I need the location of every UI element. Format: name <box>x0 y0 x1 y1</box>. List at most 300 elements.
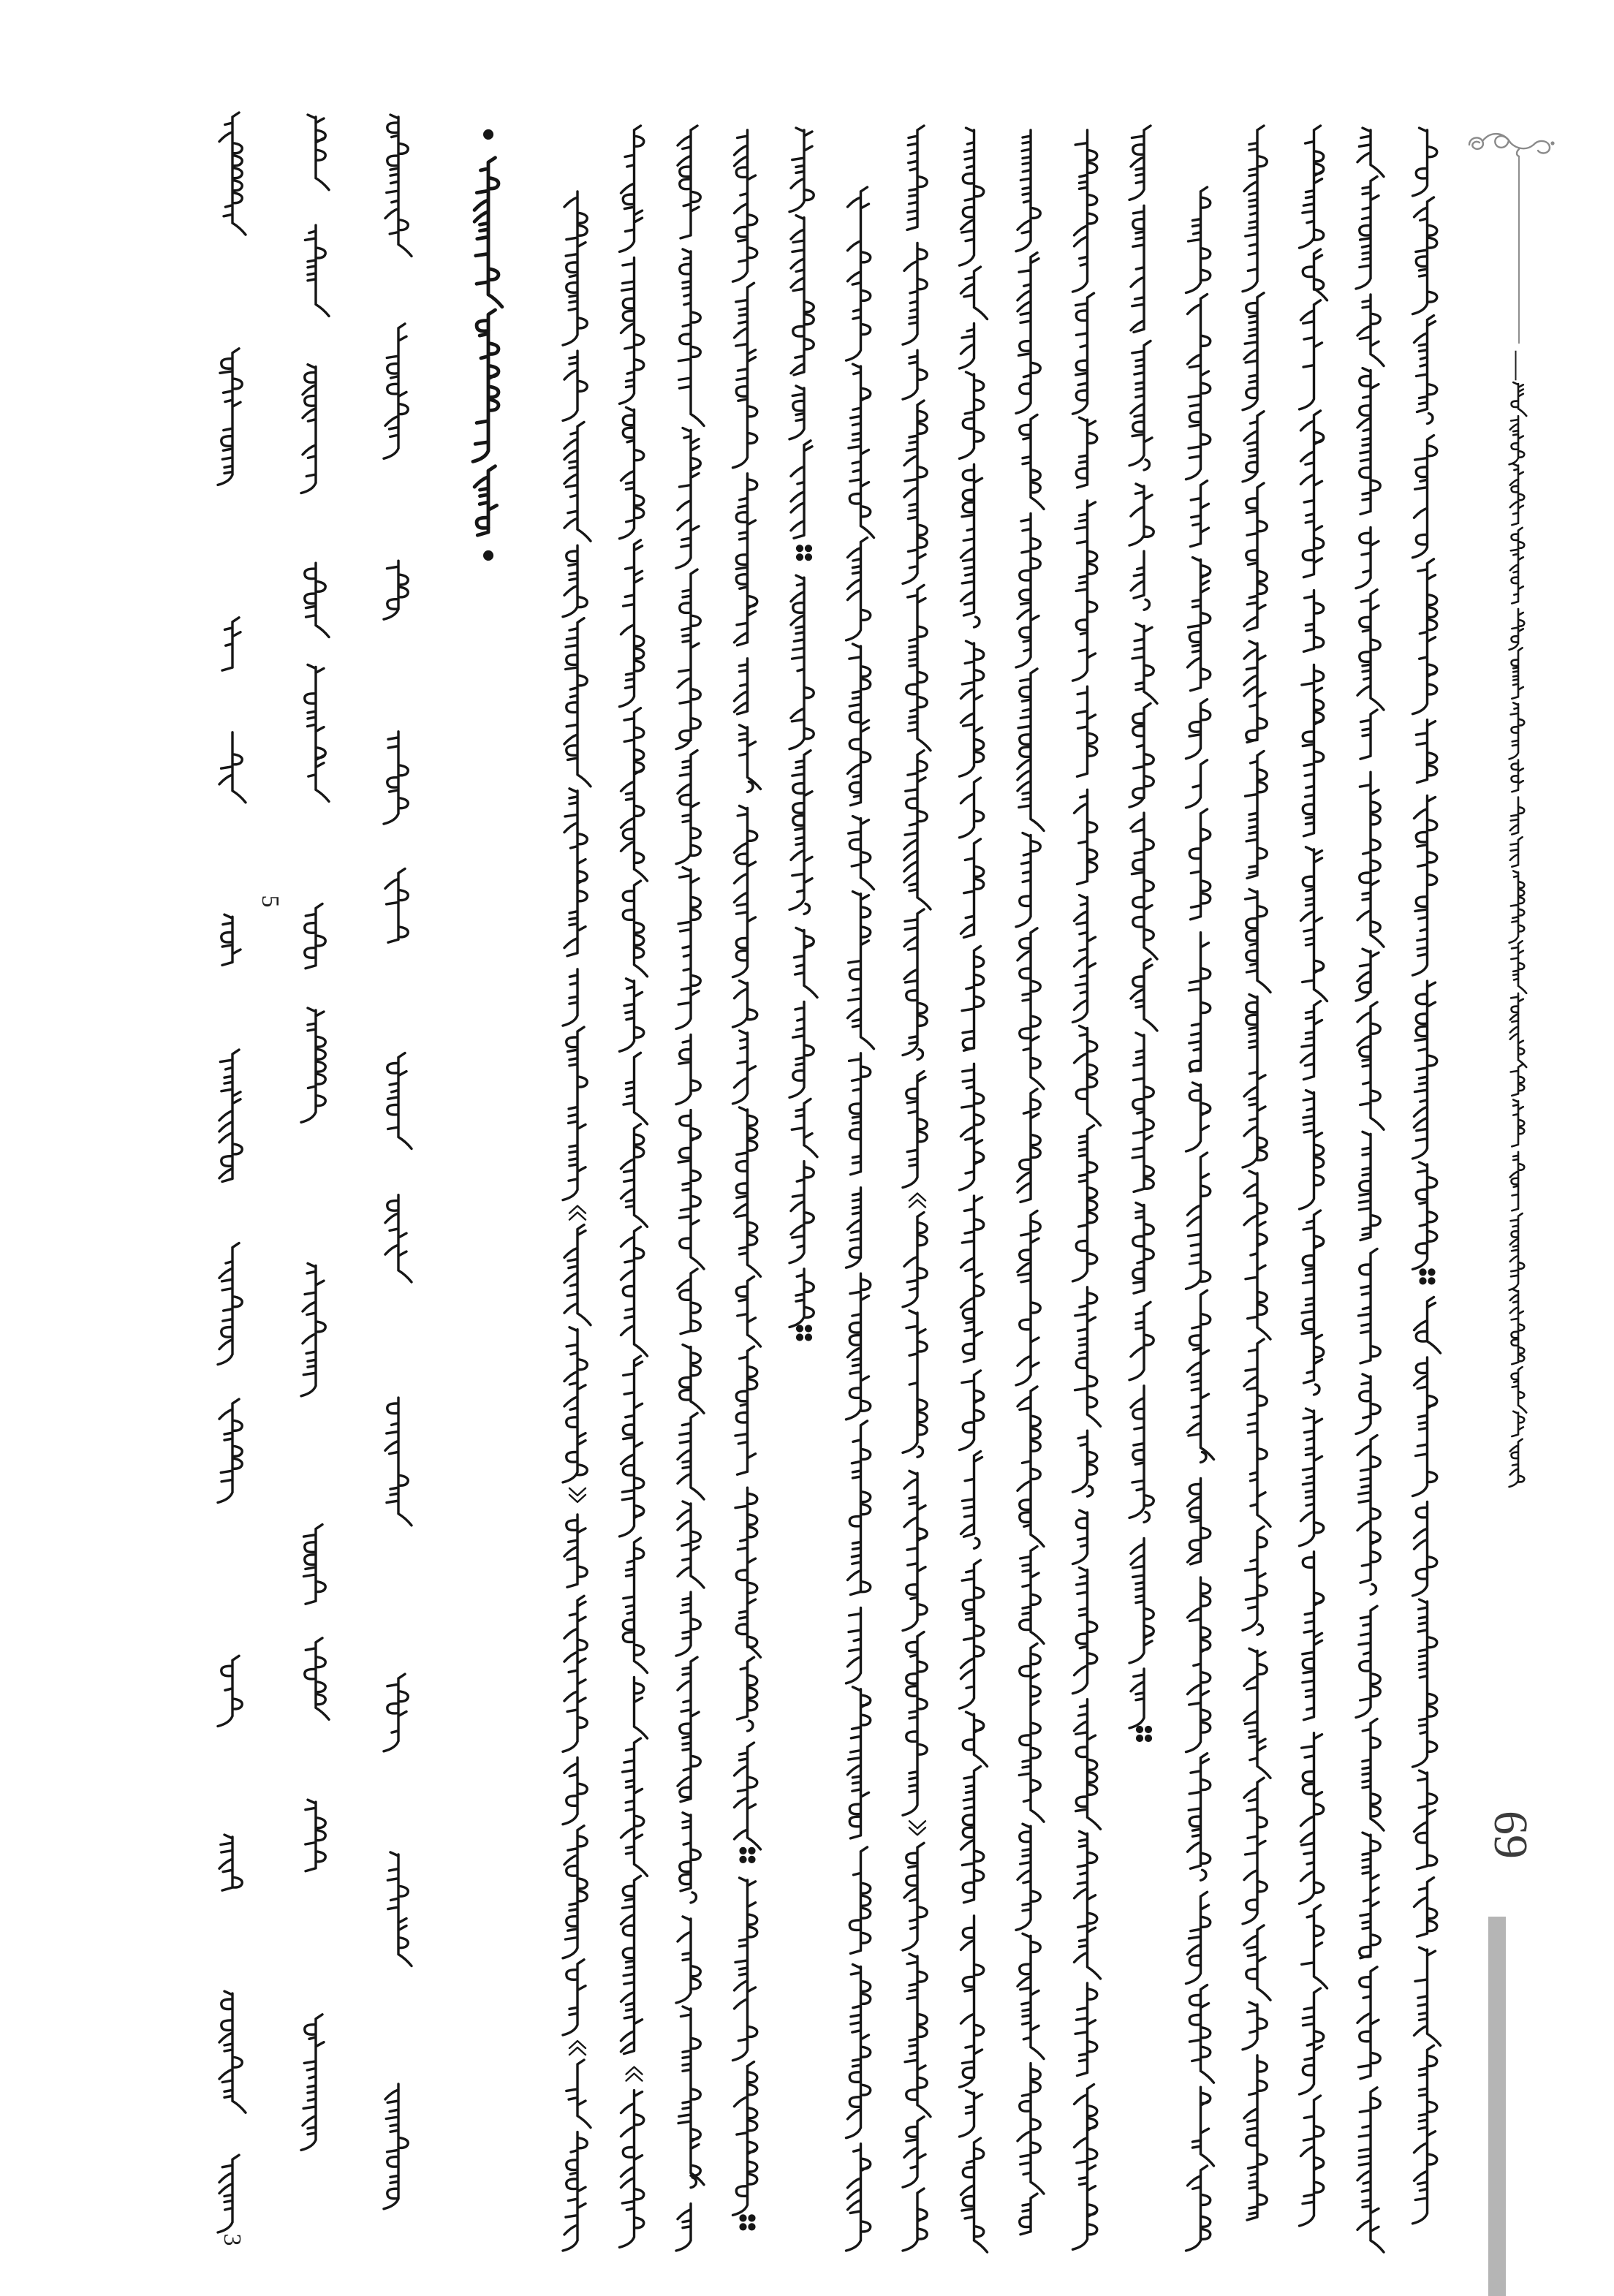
script-word <box>903 1072 927 1188</box>
comma-mark <box>1088 1486 1093 1496</box>
script-word <box>1357 1002 1384 1129</box>
script-word <box>960 1916 984 2087</box>
script-word <box>846 1188 861 1268</box>
poem-block <box>218 113 412 2232</box>
script-word <box>1075 789 1097 884</box>
script-word <box>1356 949 1379 1001</box>
poem-column <box>218 113 246 2232</box>
script-word <box>1243 412 1264 482</box>
script-word <box>473 310 499 461</box>
script-word <box>1131 551 1144 598</box>
script-word <box>1510 528 1524 604</box>
script-word <box>1414 1947 1441 2045</box>
script-word <box>735 1107 761 1276</box>
script-word <box>1244 483 1267 630</box>
full-stop-mark <box>740 2224 746 2229</box>
script-word <box>1131 813 1157 959</box>
script-word <box>1300 1733 1324 1904</box>
full-stop-mark <box>1146 1736 1151 1741</box>
script-word <box>678 1413 704 1499</box>
script-word <box>384 2084 408 2209</box>
full-stop-mark <box>806 1335 811 1340</box>
script-word <box>620 540 644 707</box>
script-word <box>1300 1988 1324 2094</box>
script-word <box>620 2091 644 2248</box>
comma-mark <box>1428 414 1433 424</box>
script-word <box>221 914 240 965</box>
script-word <box>563 545 587 617</box>
script-word <box>789 386 804 439</box>
script-word <box>960 1371 984 1450</box>
script-word <box>1018 1387 1044 1547</box>
script-word <box>961 267 988 319</box>
script-word <box>219 1835 242 1890</box>
script-word <box>678 2007 704 2185</box>
script-word <box>733 130 757 281</box>
script-word <box>903 1843 927 1950</box>
script-word <box>621 1124 648 1227</box>
script-word <box>733 981 757 1027</box>
script-word <box>1075 1983 1097 2076</box>
full-stop-mark <box>1137 1736 1143 1741</box>
script-word <box>738 1657 757 1719</box>
script-word <box>1186 1577 1210 1752</box>
heading-bullet-close: • <box>467 548 509 563</box>
script-word <box>903 1471 927 1630</box>
section-heading-words <box>473 158 502 536</box>
script-word <box>735 1488 761 1657</box>
script-word <box>791 216 814 375</box>
script-word <box>676 2204 691 2251</box>
script-word <box>1073 130 1097 292</box>
script-word <box>903 2189 927 2251</box>
script-word <box>849 1053 871 1175</box>
script-word <box>1020 414 1044 509</box>
script-word <box>563 2132 587 2251</box>
script-word <box>1413 436 1437 558</box>
running-head-text <box>1509 382 1527 1487</box>
script-word <box>848 1687 871 1838</box>
full-stop-mark <box>1137 1727 1143 1732</box>
close-bracket-mark <box>569 1488 586 1502</box>
script-word <box>1188 1290 1214 1459</box>
script-word <box>304 1525 326 1604</box>
main-text-column <box>1073 130 1101 2249</box>
script-word <box>1414 316 1437 412</box>
script-word <box>1510 797 1524 835</box>
page-number: 69 <box>1484 1811 1537 1859</box>
script-word <box>1413 1599 1437 1767</box>
script-word <box>1073 895 1096 1023</box>
script-word <box>1413 1357 1437 1496</box>
script-word <box>1075 1287 1101 1426</box>
script-word <box>1075 1026 1101 1125</box>
full-stop-mark <box>1146 1727 1151 1732</box>
script-word <box>1510 1289 1524 1364</box>
script-word <box>1131 959 1157 1031</box>
script-word <box>384 732 408 824</box>
script-word <box>385 1195 412 1282</box>
script-word <box>678 1657 700 1802</box>
script-word <box>960 778 984 838</box>
full-stop-mark <box>749 2216 754 2221</box>
script-word <box>1510 993 1526 1067</box>
script-word <box>1413 2045 1437 2224</box>
comma-mark <box>1144 599 1149 610</box>
full-stop-mark <box>740 2216 746 2221</box>
script-word <box>1357 1967 1380 2079</box>
script-word <box>1413 559 1437 714</box>
script-word <box>1073 1510 1088 1564</box>
comma-mark <box>691 1893 696 1903</box>
script-word <box>789 1269 814 1327</box>
script-word <box>219 113 246 235</box>
script-word <box>1300 1409 1324 1546</box>
script-word <box>789 1001 814 1097</box>
script-word <box>1073 293 1094 414</box>
script-word <box>1073 2085 1097 2250</box>
thumb-tab <box>1488 1917 1506 2296</box>
full-stop-mark <box>797 1326 803 1331</box>
script-word <box>1133 1202 1153 1293</box>
comma-mark <box>1144 460 1149 470</box>
script-word <box>733 283 757 468</box>
main-text-column <box>846 187 874 2251</box>
script-word <box>906 585 931 750</box>
script-word <box>1359 1249 1381 1363</box>
script-word <box>564 1225 591 1325</box>
script-word <box>1244 1339 1270 1526</box>
script-word <box>1243 2002 1267 2050</box>
script-word <box>960 1560 984 1708</box>
script-word <box>676 868 700 1029</box>
section-heading-text <box>473 158 502 536</box>
script-word <box>1357 1436 1380 1583</box>
script-word <box>1016 130 1040 251</box>
open-bracket-mark <box>569 1206 586 1220</box>
script-word <box>903 1632 927 1816</box>
script-word <box>1303 249 1327 300</box>
script-word <box>848 1421 871 1595</box>
script-word <box>1186 187 1210 293</box>
script-word <box>849 364 874 537</box>
script-word <box>563 969 577 1026</box>
main-text-column <box>1129 126 1157 1740</box>
script-word <box>1356 527 1379 588</box>
main-text-column <box>789 128 817 1340</box>
script-word <box>1188 1479 1210 1564</box>
script-word <box>849 1847 870 1954</box>
script-word <box>620 1356 644 1537</box>
script-word <box>1075 1700 1101 1830</box>
script-word <box>960 372 984 458</box>
heading-bullet-open: • <box>467 127 509 142</box>
script-word <box>563 1757 587 1824</box>
comma-mark <box>974 1538 980 1548</box>
script-word <box>1509 702 1525 759</box>
script-word <box>1357 128 1384 177</box>
script-word <box>1413 796 1437 976</box>
script-word <box>962 946 984 1050</box>
script-word <box>848 644 871 806</box>
script-word <box>1363 1719 1384 1831</box>
script-word <box>563 351 587 420</box>
script-word <box>735 1743 761 1849</box>
script-word <box>846 1964 871 2137</box>
script-word <box>846 2144 871 2251</box>
close-bracket-mark <box>909 1821 925 1835</box>
script-word <box>961 839 984 938</box>
script-word <box>1186 760 1208 808</box>
script-word <box>1018 1089 1040 1202</box>
script-word <box>680 1813 700 1891</box>
script-word <box>1189 1985 1213 2083</box>
script-word <box>1413 981 1437 1159</box>
script-word <box>1244 1171 1270 1339</box>
main-text-column <box>1016 130 1044 2235</box>
script-word <box>222 618 240 670</box>
script-word <box>1509 1213 1525 1290</box>
script-word <box>1076 417 1096 488</box>
script-word <box>676 1592 700 1656</box>
script-word <box>1129 703 1153 807</box>
script-word <box>1186 1153 1210 1289</box>
script-word <box>789 1162 814 1263</box>
script-word <box>676 1035 700 1105</box>
script-word <box>1073 1126 1097 1281</box>
script-word <box>301 1008 325 1122</box>
poem-column <box>301 115 329 2150</box>
script-word <box>1189 933 1210 1072</box>
script-word <box>961 464 982 615</box>
script-word <box>1300 126 1324 248</box>
script-word <box>960 128 984 265</box>
script-word <box>789 128 814 212</box>
comma-mark <box>1201 1452 1206 1463</box>
script-word <box>960 1064 984 1190</box>
poem-column <box>384 115 412 2209</box>
script-word <box>1509 1439 1525 1487</box>
script-word <box>306 1800 325 1871</box>
script-word <box>1243 1778 1267 1924</box>
running-head-words <box>1509 382 1527 1487</box>
script-word <box>563 1826 587 1958</box>
script-word <box>1073 1431 1097 1492</box>
script-word <box>1132 624 1157 703</box>
script-word <box>1016 833 1040 927</box>
main-text-column <box>960 128 988 2252</box>
script-word <box>474 158 502 307</box>
script-word <box>676 428 700 569</box>
script-word <box>305 563 329 637</box>
script-word <box>387 1852 412 1966</box>
script-word <box>564 618 591 787</box>
script-word <box>305 225 329 316</box>
script-word <box>1018 2064 1044 2194</box>
full-stop-mark <box>740 1849 746 1854</box>
script-word <box>384 324 408 458</box>
script-word <box>903 2117 925 2187</box>
script-word <box>308 115 329 190</box>
script-word <box>1018 1933 1044 2058</box>
script-word <box>676 751 700 864</box>
script-word <box>1243 994 1267 1167</box>
main-text-column <box>1413 128 1441 2224</box>
script-word <box>1416 720 1436 783</box>
script-word <box>903 243 927 344</box>
script-word <box>1510 464 1524 526</box>
open-bracket-mark <box>626 2067 643 2081</box>
full-stop-mark <box>806 546 811 551</box>
script-word <box>1511 1064 1525 1096</box>
comma-mark <box>748 781 753 792</box>
script-word <box>795 928 818 997</box>
main-text-column <box>676 126 704 2251</box>
full-stop-mark <box>806 555 811 560</box>
script-word <box>903 1213 927 1307</box>
script-word <box>1073 1568 1097 1694</box>
full-stop-mark <box>749 1849 754 1854</box>
script-word <box>219 732 246 803</box>
script-word <box>733 2062 757 2216</box>
script-word <box>1193 2087 1214 2166</box>
full-stop-mark <box>1429 1270 1434 1275</box>
script-word <box>1129 126 1151 200</box>
script-word <box>789 575 814 749</box>
script-word <box>218 349 242 485</box>
script-word <box>384 1674 408 1751</box>
script-word <box>1357 590 1384 710</box>
script-word <box>1359 1132 1380 1240</box>
script-word <box>1244 2056 1267 2220</box>
full-stop-mark <box>749 1857 754 1863</box>
script-word <box>384 561 408 619</box>
script-word <box>1189 809 1210 920</box>
script-word <box>1188 558 1210 691</box>
script-word <box>846 538 871 640</box>
script-word <box>1077 686 1097 776</box>
script-word <box>1188 1754 1210 1869</box>
script-word <box>1511 941 1526 993</box>
script-word <box>563 1027 587 1200</box>
script-word <box>218 2155 239 2232</box>
script-word <box>1414 1297 1441 1353</box>
script-word <box>564 422 591 541</box>
script-word <box>1129 1386 1153 1518</box>
script-word <box>676 569 700 749</box>
script-word <box>907 126 927 230</box>
script-word <box>740 725 761 789</box>
script-word <box>1132 1033 1153 1191</box>
script-word <box>1300 300 1322 409</box>
script-word <box>621 1876 643 2053</box>
script-word <box>848 892 874 1049</box>
full-stop-mark <box>749 2224 754 2229</box>
script-word <box>1413 197 1437 314</box>
script-word <box>961 1766 984 1902</box>
script-word <box>1510 1152 1524 1211</box>
script-word <box>621 1227 648 1356</box>
script-word <box>846 1608 861 1683</box>
script-word <box>1360 1833 1380 1958</box>
script-word <box>301 2015 324 2151</box>
comma-mark <box>691 2178 696 2188</box>
script-word <box>733 806 757 977</box>
script-word <box>1512 760 1523 792</box>
script-word <box>846 187 871 360</box>
script-word <box>1016 1210 1040 1385</box>
script-word <box>676 1917 700 2003</box>
script-word <box>1360 710 1377 759</box>
script-word <box>1186 1083 1210 1151</box>
script-word <box>1244 1925 1270 2000</box>
main-text-column <box>733 130 761 2229</box>
script-word <box>1243 1526 1267 1630</box>
script-word <box>1509 416 1525 464</box>
script-word <box>961 1196 984 1362</box>
script-word <box>301 1263 325 1395</box>
comma-mark <box>1257 1624 1262 1634</box>
comma-mark <box>1201 1870 1206 1880</box>
comma-mark <box>974 617 980 627</box>
script-word <box>563 192 587 345</box>
script-word <box>1300 2096 1324 2226</box>
script-word <box>736 1276 760 1346</box>
main-text-column <box>1356 128 1384 2252</box>
comma-mark <box>1314 1384 1319 1395</box>
script-word <box>960 2091 982 2137</box>
comma-mark <box>1371 1584 1376 1594</box>
script-word <box>474 466 497 536</box>
script-word <box>1304 591 1324 652</box>
script-word <box>1131 205 1144 332</box>
script-word <box>733 1878 757 2061</box>
full-stop-mark <box>806 1326 811 1331</box>
script-word <box>1512 1412 1524 1436</box>
script-word <box>1509 871 1525 942</box>
script-word <box>735 659 748 714</box>
script-word <box>1356 177 1379 289</box>
script-word <box>903 1311 927 1452</box>
main-text-column <box>1243 126 1270 2220</box>
script-word <box>680 1345 704 1414</box>
comma-mark <box>917 1447 922 1457</box>
script-word <box>1129 341 1152 466</box>
script-word <box>1356 1374 1380 1434</box>
script-word <box>1016 513 1040 667</box>
script-word <box>305 903 325 968</box>
script-word <box>1129 1538 1153 1663</box>
script-word <box>1018 928 1044 1089</box>
script-word <box>1302 1905 1327 1988</box>
script-word <box>1512 1367 1527 1412</box>
script-word <box>1356 1606 1380 1717</box>
script-word <box>1301 847 1327 1001</box>
full-stop-mark <box>1420 1278 1425 1284</box>
script-word <box>1300 1091 1324 1209</box>
comma-mark <box>748 1721 753 1731</box>
flourish-ornament-icon <box>1469 134 1555 156</box>
full-stop-mark <box>797 555 803 560</box>
script-word <box>1414 1878 1437 1937</box>
script-word <box>1246 751 1268 879</box>
script-word <box>1243 126 1267 292</box>
full-stop-mark <box>797 1335 803 1340</box>
script-word <box>963 1712 987 1766</box>
script-word <box>563 1596 587 1751</box>
script-word <box>563 1327 587 1482</box>
script-word <box>1186 295 1210 480</box>
